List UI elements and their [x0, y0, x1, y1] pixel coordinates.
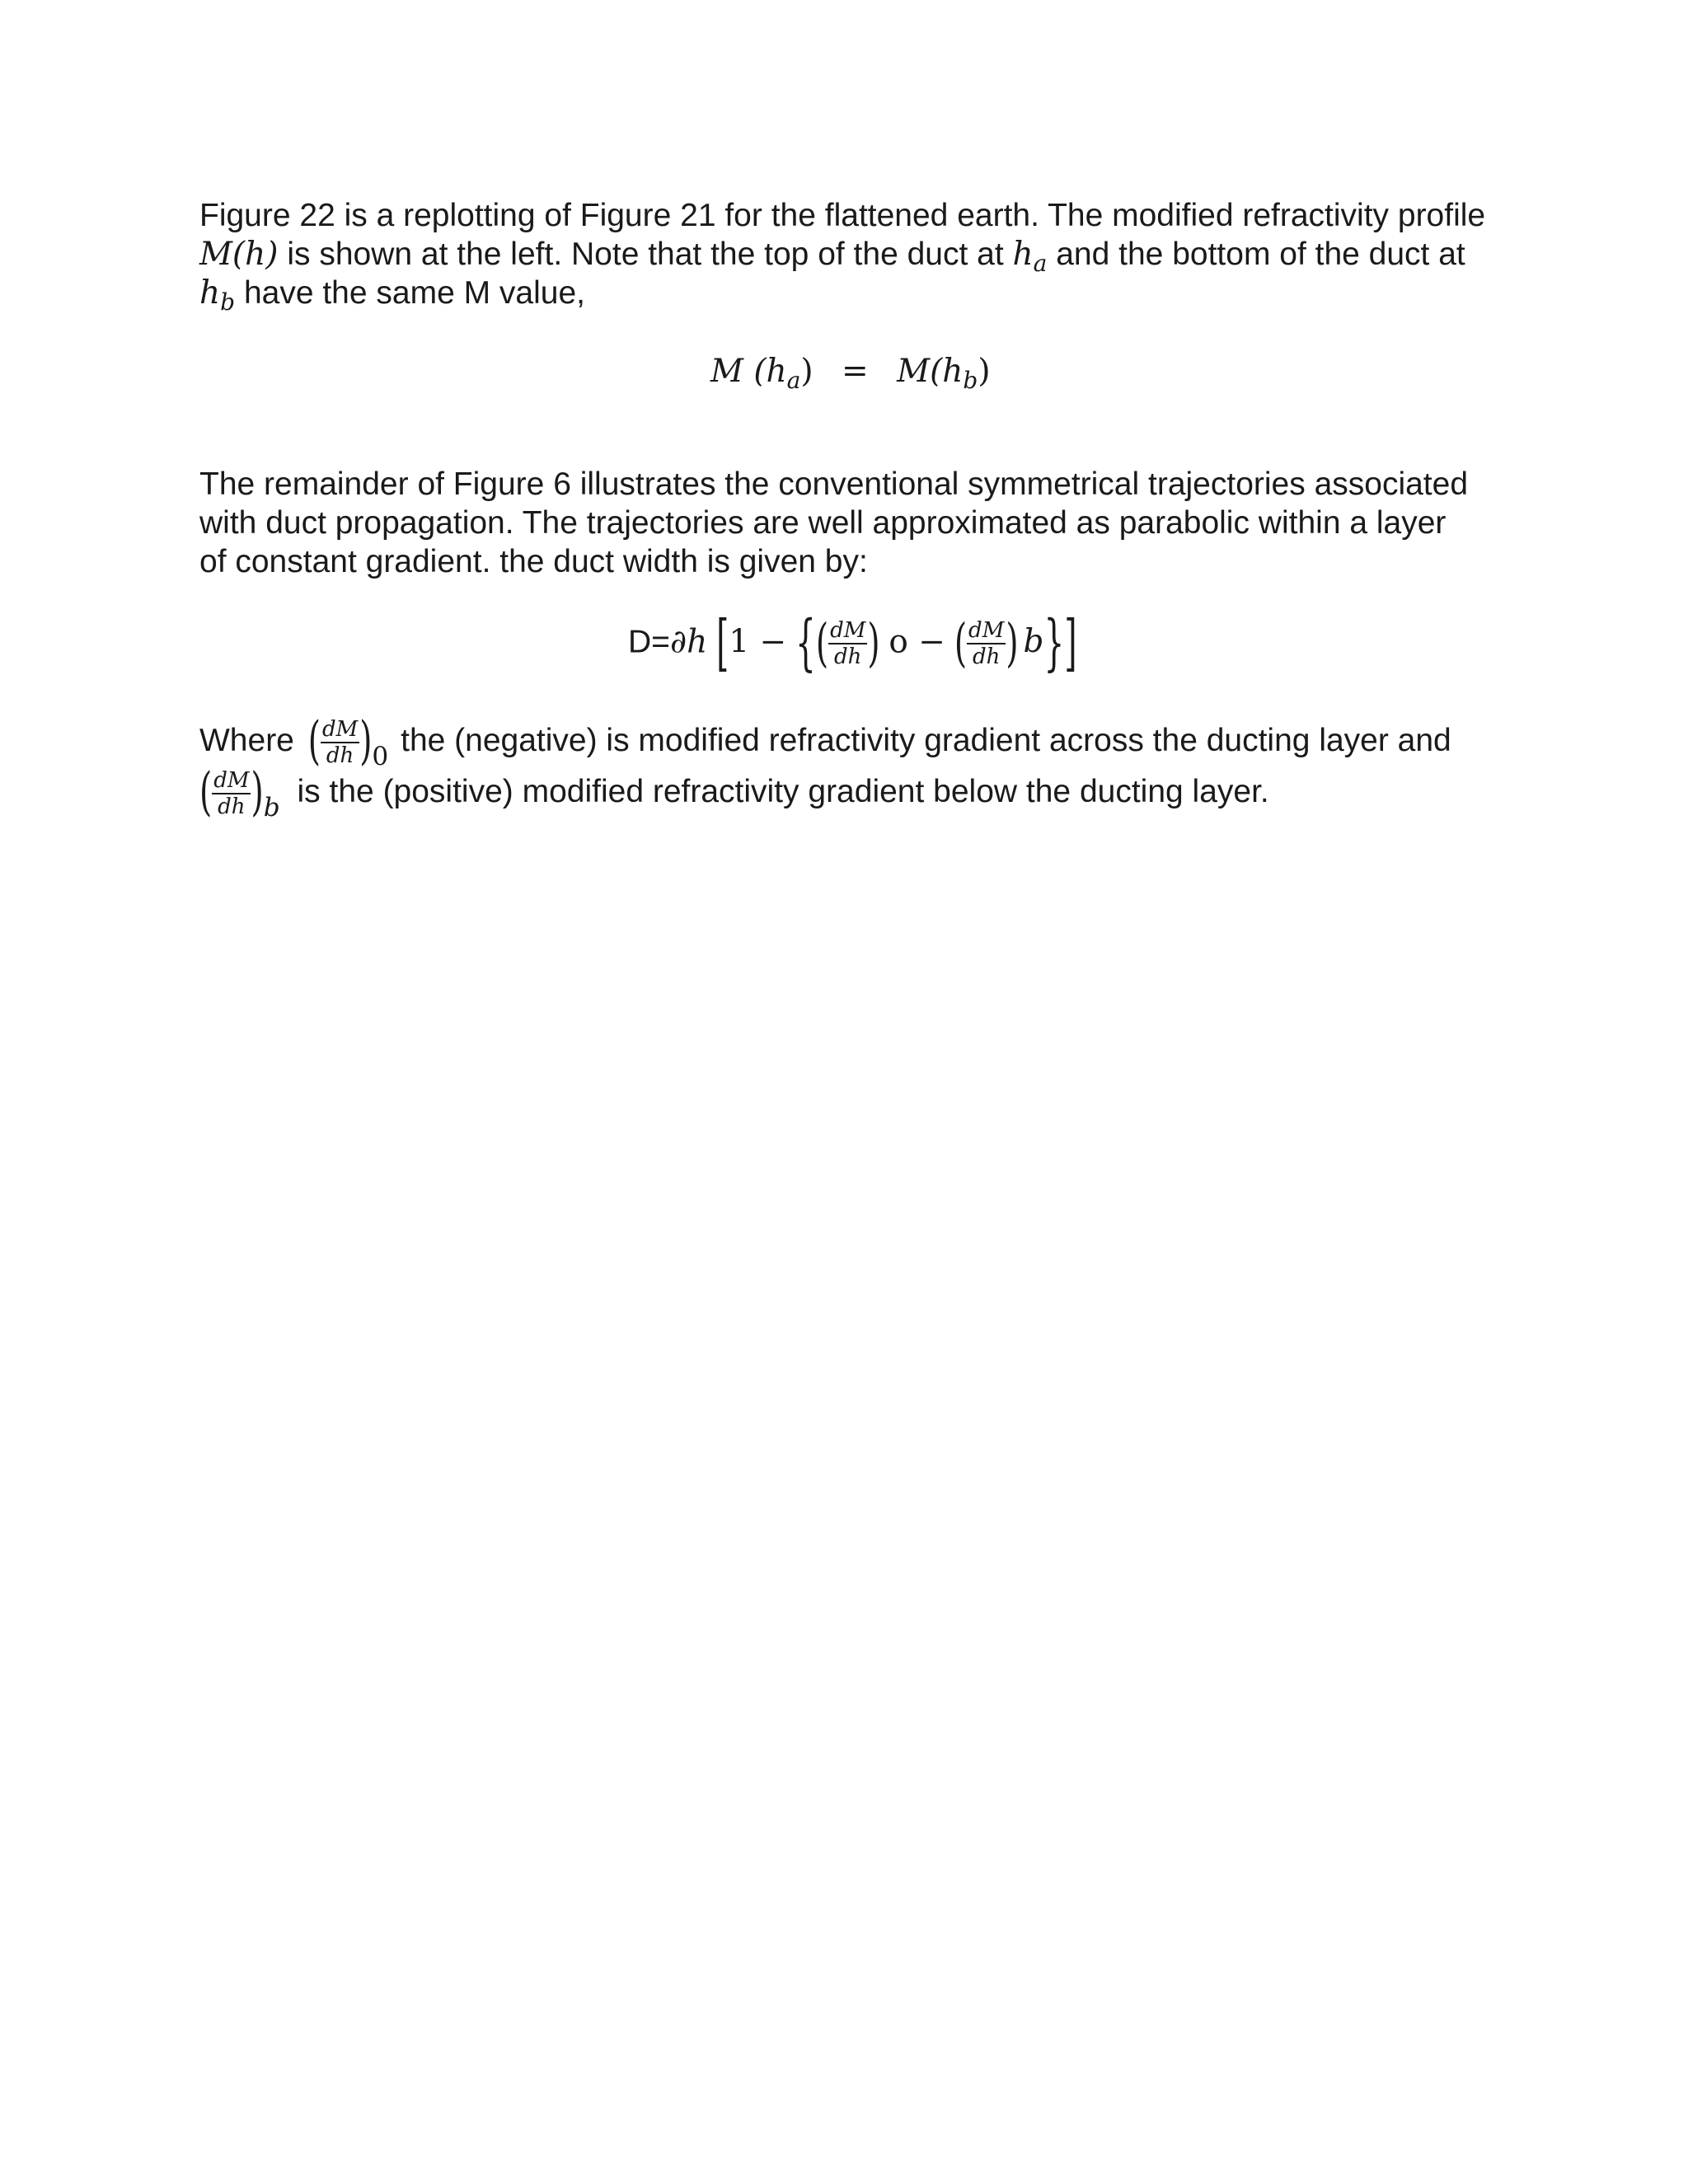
- paragraph-line: ( $\frac{dM}{dh}$ )b is the (positive) modified refractivity gradient below the ducting layer.: [199, 762, 1269, 823]
- math-expression: $h_a$: [1012, 236, 1048, 277]
- paragraph-line: Where ( $\frac{dM}{dh}$ )0 the (negative) is modified refractivity gradient across the ducting layer and: [199, 711, 1451, 772]
- paragraph-flattened-earth: [199, 196, 1489, 316]
- paragraph-trajectories: [199, 465, 1489, 581]
- paragraph-where: [199, 711, 1489, 823]
- math-expression: M(h): [199, 236, 279, 273]
- paragraph-line: $h_b$ have the same M value,: [199, 274, 585, 316]
- paragraph-line: M(h) is shown at the left. Note that the top of the duct at $h_a$ and the bottom of the duct at: [199, 236, 1465, 277]
- paragraph-line: Figure 22 is a replotting of Figure 21 for the flattened earth. The modified refractivity profile: [199, 198, 1486, 233]
- paragraph-line: The remainder of Figure 6 illustrates the conventional symmetrical trajectories associated: [199, 466, 1469, 502]
- equation-m-equality: M $(h_a) = M(h_b)$: [710, 353, 991, 394]
- equation-duct-width: D=∂h [1 − {( $\frac{dM}{dh}$ ) o − ( $\frac{dM}{dh}$ ) b}]: [628, 608, 1077, 679]
- math-expression: $h_b$: [199, 274, 236, 316]
- paragraph-line: with duct propagation. The trajectories are well approximated as parabolic within a layer: [199, 505, 1447, 541]
- paragraph-line: of constant gradient. the duct width is given by:: [199, 544, 868, 579]
